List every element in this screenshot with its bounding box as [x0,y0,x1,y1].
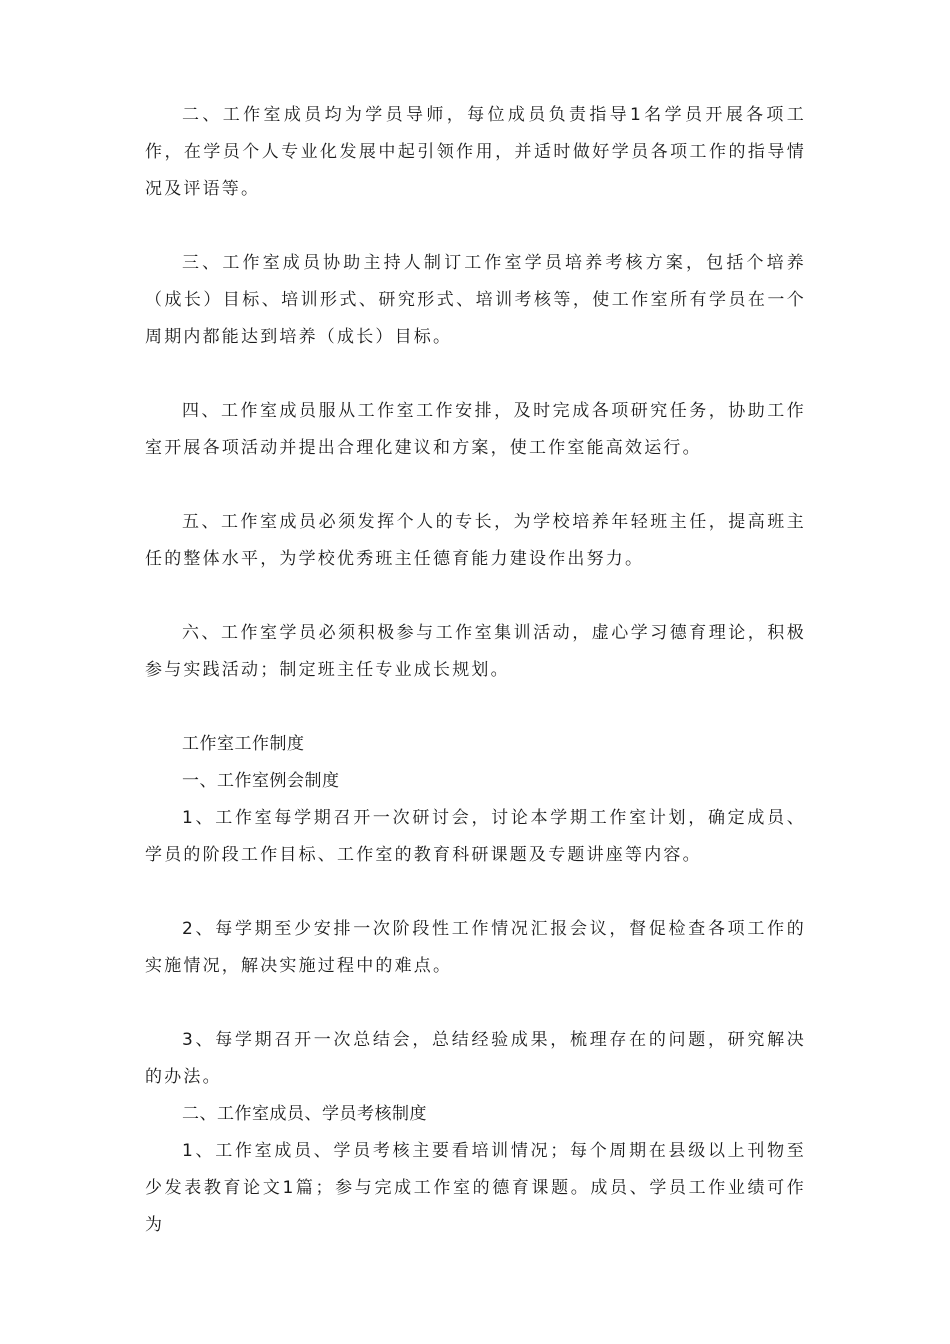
document-body [145,97,806,1244]
subheading-regular-meeting: 一、工作室例会制度 [182,771,340,791]
paragraph-member-assist-plan: 三、工作室成员协助主持人制订工作室学员培养考核方案，包括个培养（成长）目标、培训形式、研究形式、培训考核等，使工作室所有学员在一个周期内都能达到培养（成长）目标。 [145,253,806,347]
section-heading-work-system: 工作室工作制度 [182,734,305,754]
paragraph-member-mentor: 二、工作室成员均为学员导师，每位成员负责指导1名学员开展各项工作，在学员个人专业化发展中起引领作用，并适时做好学员各项工作的指导情况及评语等。 [145,105,806,199]
paragraph-assessment-item-1: 1、工作室成员、学员考核主要看培训情况；每个周期在县级以上刊物至少发表教育论文1篇；参与完成工作室的德育课题。成员、学员工作业绩可作为 [145,1141,806,1235]
paragraph-meeting-item-1: 1、工作室每学期召开一次研讨会，讨论本学期工作室计划，确定成员、学员的阶段工作目标、工作室的教育科研课题及专题讲座等内容。 [145,808,806,865]
paragraph-student-participation: 六、工作室学员必须积极参与工作室集训活动，虚心学习德育理论，积极参与实践活动；制定班主任专业成长规划。 [145,623,806,680]
paragraph-meeting-item-3: 3、每学期召开一次总结会，总结经验成果，梳理存在的问题，研究解决的办法。 [145,1030,806,1087]
paragraph-meeting-item-2: 2、每学期至少安排一次阶段性工作情况汇报会议，督促检查各项工作的实施情况，解决实施过程中的难点。 [145,919,806,976]
subheading-assessment-system: 二、工作室成员、学员考核制度 [182,1104,427,1124]
paragraph-member-obey-arrangement: 四、工作室成员服从工作室工作安排，及时完成各项研究任务，协助工作室开展各项活动并提出合理化建议和方案，使工作室能高效运行。 [145,401,806,458]
paragraph-member-expertise: 五、工作室成员必须发挥个人的专长，为学校培养年轻班主任，提高班主任的整体水平，为学校优秀班主任德育能力建设作出努力。 [145,512,806,569]
